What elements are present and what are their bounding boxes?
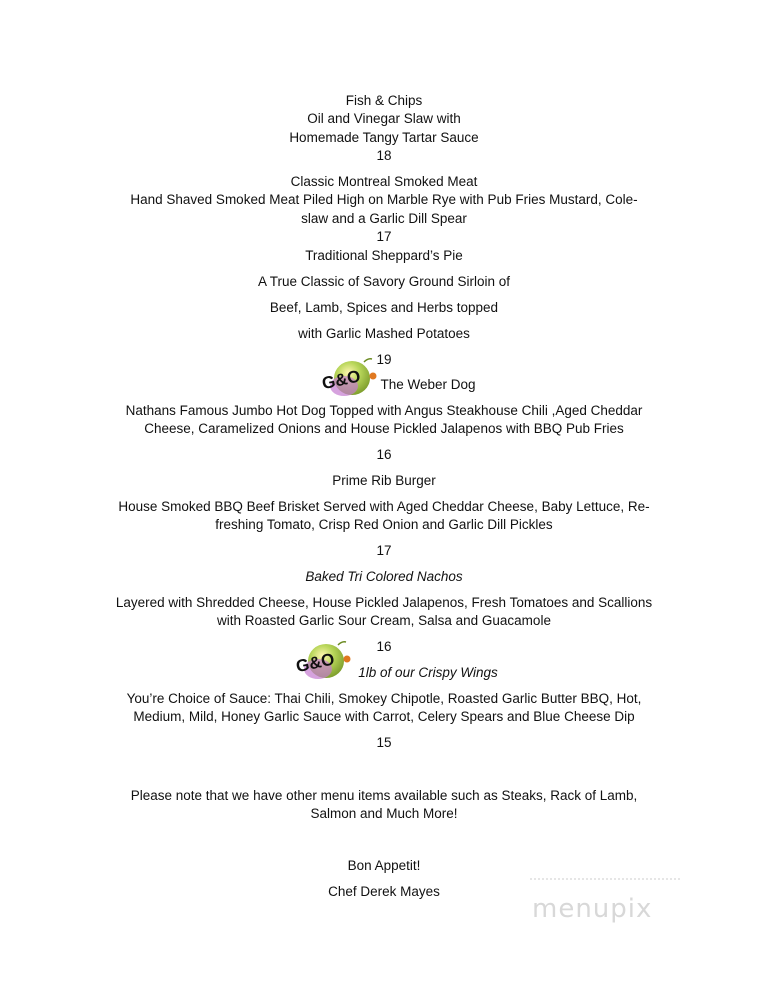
pie-name: Traditional Sheppard’s Pie (305, 248, 463, 263)
montreal-name: Classic Montreal Smoked Meat (290, 174, 478, 189)
montreal-desc-1: Hand Shaved Smoked Meat Piled High on Marble Rye with Pub Fries Mustard, Cole- (130, 192, 638, 207)
montreal-desc-2: slaw and a Garlic Dill Spear (301, 211, 467, 226)
chef-name: Chef Derek Mayes (328, 884, 440, 899)
wings-desc-2: Medium, Mild, Honey Garlic Sauce with Carrot, Celery Spears and Blue Cheese Dip (133, 709, 635, 724)
burger-desc-2: freshing Tomato, Crisp Red Onion and Garlic Dill Pickles (215, 517, 553, 532)
nachos-name: Baked Tri Colored Nachos (305, 569, 463, 584)
logo-text: G&O (294, 649, 337, 677)
note-line-1: Please note that we have other menu items available such as Steaks, Rack of Lamb, (130, 788, 638, 803)
note-line-2: Salmon and Much More! (310, 806, 458, 821)
nachos-desc-2: with Roasted Garlic Sour Cream, Salsa and Guacamole (217, 613, 551, 628)
fish-name: Fish & Chips (345, 93, 423, 108)
bon-appetit: Bon Appetit! (347, 858, 421, 873)
watermark-decoration (530, 878, 680, 888)
weber-price: 16 (376, 447, 392, 462)
montreal-price: 17 (376, 229, 392, 244)
wings-desc-1: You’re Choice of Sauce: Thai Chili, Smokey Chipotle, Roasted Garlic Butter BBQ, Hot, (126, 691, 642, 706)
nachos-price: 16 (376, 639, 392, 654)
wings-name: 1lb of our Crispy Wings (358, 665, 498, 680)
weber-desc-1: Nathans Famous Jumbo Hot Dog Topped with Angus Steakhouse Chili ,Aged Cheddar (125, 403, 643, 418)
pie-desc-1: A True Classic of Savory Ground Sirloin of (257, 274, 511, 289)
nachos-desc-1: Layered with Shredded Cheese, House Pickled Jalapenos, Fresh Tomatoes and Scallions (115, 595, 653, 610)
pie-desc-2: Beef, Lamb, Spices and Herbs topped (269, 300, 499, 315)
weber-name: The Weber Dog (380, 377, 476, 392)
fish-desc-2: Homemade Tangy Tartar Sauce (289, 130, 479, 145)
pie-price: 19 (376, 352, 392, 367)
weber-desc-2: Cheese, Caramelized Onions and House Pickled Jalapenos with BBQ Pub Fries (144, 421, 624, 436)
burger-desc-1: House Smoked BBQ Beef Brisket Served with Aged Cheddar Cheese, Baby Lettuce, Re- (118, 499, 650, 514)
pie-desc-3: with Garlic Mashed Potatoes (298, 326, 470, 341)
burger-name: Prime Rib Burger (332, 473, 436, 488)
menupix-watermark: menupix (532, 894, 653, 924)
logo-text: G&O (320, 366, 363, 394)
fish-desc-1: Oil and Vinegar Slaw with (307, 111, 461, 126)
wings-price: 15 (376, 735, 392, 750)
fish-price: 18 (376, 148, 392, 163)
burger-price: 17 (376, 543, 392, 558)
